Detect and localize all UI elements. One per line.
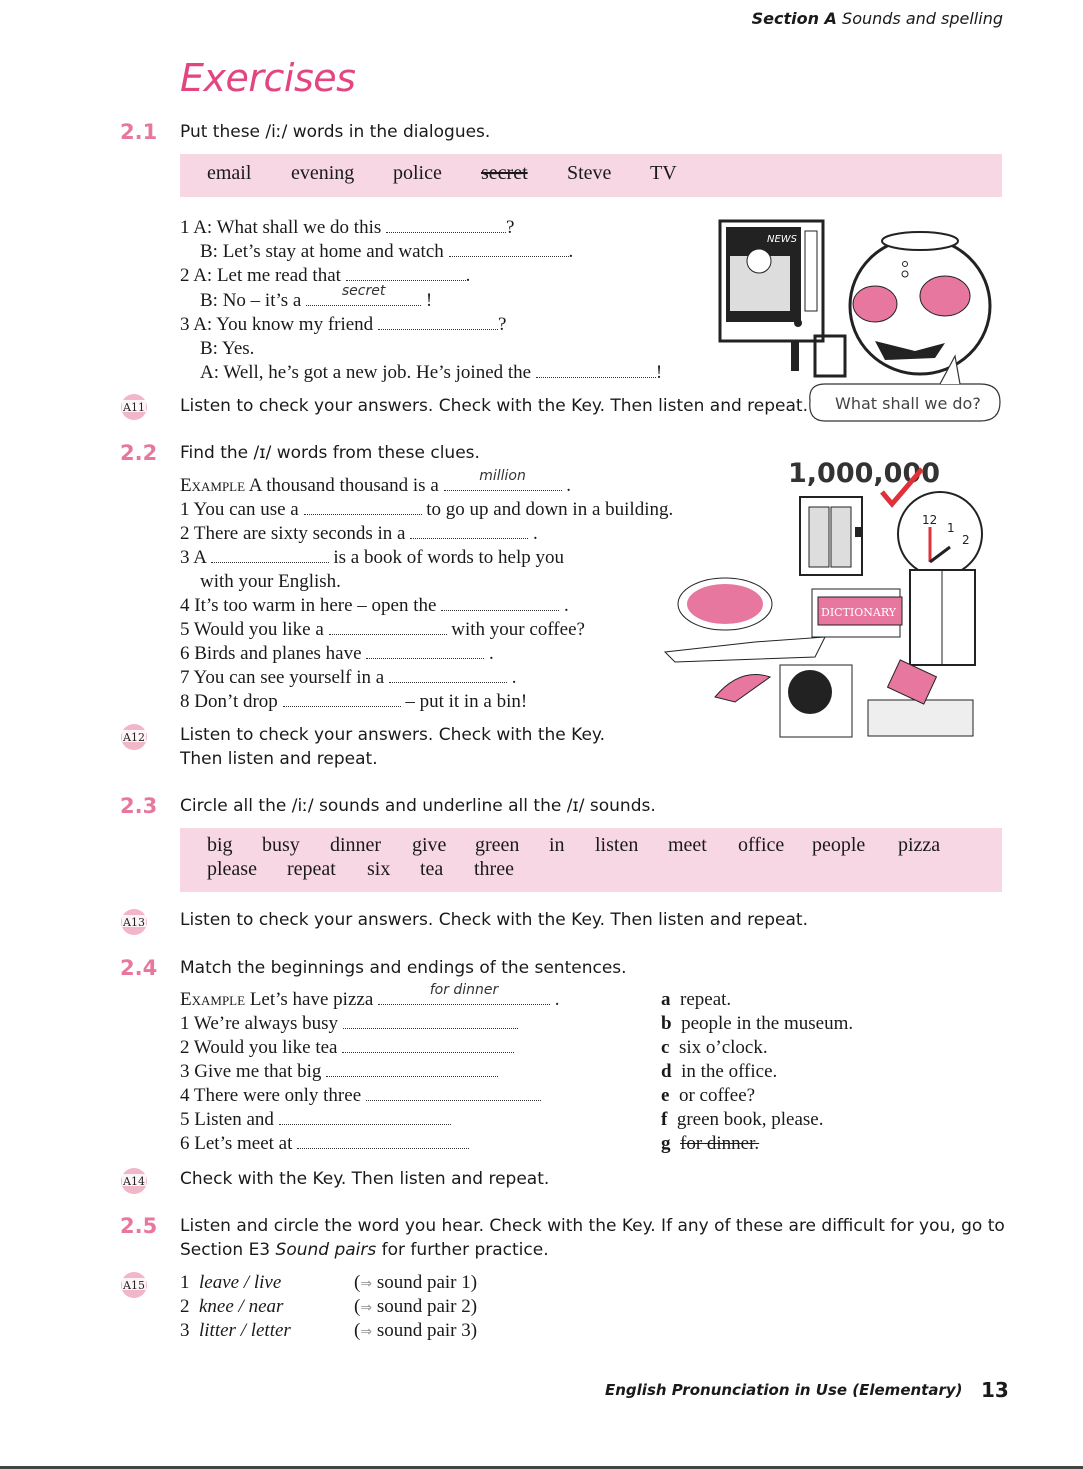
word-chip[interactable]: six <box>367 858 391 880</box>
answer-blank[interactable] <box>441 596 559 611</box>
clue-line: 3 A is a book of words to help you <box>180 547 564 568</box>
word-chip[interactable]: listen <box>595 834 639 856</box>
svg-text:A12: A12 <box>123 731 145 744</box>
exercise-2-2-instruction: Find the /ɪ/ words from these clues. <box>180 443 480 463</box>
answer-blank[interactable] <box>366 1086 541 1101</box>
word-pair-item: 1 leave / live <box>180 1272 282 1293</box>
word-chip: Steve <box>567 162 612 184</box>
word-chip[interactable]: big <box>207 834 233 856</box>
word-chip: TV <box>650 162 677 184</box>
audio-cd-icon[interactable] <box>118 1270 150 1300</box>
word-chip[interactable]: green <box>475 834 520 856</box>
sentence-ending: e or coffee? <box>661 1085 756 1106</box>
answer-blank[interactable] <box>211 548 329 563</box>
sentence-beginning: 4 There were only three <box>180 1084 541 1108</box>
dialogue-line: A: Well, he’s got a new job. He’s joined the ! <box>200 362 663 383</box>
sound-pair-ref[interactable]: (⇒ sound pair 2) <box>354 1296 478 1317</box>
example-line: Example A thousand thousand is a million . <box>180 468 572 496</box>
word-chip[interactable]: please <box>207 858 257 880</box>
clue-line: with your English. <box>200 571 341 592</box>
header-topic: Sounds and spelling <box>842 9 1003 28</box>
example-line: Example Let’s have pizza for dinner . <box>180 982 560 1010</box>
tv-fishbowl-illustration <box>715 216 1005 431</box>
arrow-icon: ⇒ <box>360 1300 373 1316</box>
sentence-ending: f green book, please. <box>661 1109 824 1130</box>
exercise-number-2-1: 2.1 <box>120 120 158 144</box>
svg-text:What shall we do?: What shall we do? <box>835 394 981 413</box>
svg-text:1: 1 <box>947 521 955 535</box>
exercise-number-2-4: 2.4 <box>120 956 158 980</box>
exercise-2-5-instruction: Listen and circle the word you hear. Check with the Key. If any of these are difficult for you, go to <box>180 1216 1005 1236</box>
exercise-2-3-instruction: Circle all the /iː/ sounds and underline all the /ɪ/ sounds. <box>180 796 656 816</box>
word-chip[interactable]: tea <box>420 858 444 880</box>
sound-pair-ref[interactable]: (⇒ sound pair 1) <box>354 1272 478 1293</box>
word-chip[interactable]: meet <box>668 834 707 856</box>
clue-line: 7 You can see yourself in a . <box>180 667 517 688</box>
answer-blank[interactable] <box>279 1110 451 1125</box>
exercise-2-4-instruction: Match the beginnings and endings of the sentences. <box>180 958 627 978</box>
answer-blank[interactable] <box>283 692 401 707</box>
word-chip: police <box>393 162 442 184</box>
word-box-2-3 <box>180 828 1002 892</box>
answer-blank[interactable] <box>304 500 422 515</box>
word-chip-crossed: secret <box>481 162 528 184</box>
dialogue-line: B: No – it’s a secret ! <box>200 283 433 311</box>
audio-cd-icon[interactable] <box>118 722 150 752</box>
audio-cd-icon[interactable] <box>118 907 150 937</box>
answer-blank[interactable] <box>449 242 569 257</box>
audio-cd-icon[interactable] <box>118 392 150 422</box>
clue-line: 4 It’s too warm in here – open the . <box>180 595 569 616</box>
clue-line: 8 Don’t drop – put it in a bin! <box>180 691 528 712</box>
answer-blank-filled[interactable]: for dinner <box>378 990 550 1005</box>
listen-instruction: Listen to check your answers. Check with the Key. <box>180 725 605 745</box>
exercise-2-1-instruction: Put these /iː/ words in the dialogues. <box>180 122 491 142</box>
dialogue-line: B: Let’s stay at home and watch . <box>200 241 574 262</box>
answer-blank[interactable] <box>389 668 507 683</box>
header-section: Section A <box>751 9 837 28</box>
dialogue-line: 1 A: What shall we do this ? <box>180 217 515 238</box>
listen-instruction: Listen to check your answers. Check with the Key. Then listen and repeat. <box>180 910 808 930</box>
sentence-beginning: 1 We’re always busy <box>180 1012 518 1036</box>
exercise-number-2-3: 2.3 <box>120 794 158 818</box>
exercise-number-2-2: 2.2 <box>120 441 158 465</box>
word-chip[interactable]: give <box>412 834 447 856</box>
svg-text:1,000,000: 1,000,000 <box>788 458 941 489</box>
arrow-icon: ⇒ <box>360 1324 373 1340</box>
answer-blank-filled[interactable]: secret <box>306 291 421 306</box>
page-number: 13 <box>981 1378 1009 1402</box>
sentence-ending: a repeat. <box>661 989 732 1010</box>
exercise-number-2-5: 2.5 <box>120 1214 158 1238</box>
sentence-ending: b people in the museum. <box>661 1013 854 1034</box>
word-pair[interactable]: knee / near <box>199 1296 284 1317</box>
svg-text:12: 12 <box>922 513 938 527</box>
answer-blank[interactable] <box>410 524 528 539</box>
sentence-ending: d in the office. <box>661 1061 778 1082</box>
book-title-footer: English Pronunciation in Use (Elementary) <box>605 1381 963 1399</box>
answer-blank[interactable] <box>326 1062 498 1077</box>
svg-text:A15: A15 <box>123 1279 145 1292</box>
sentence-ending: c six o’clock. <box>661 1037 768 1058</box>
listen-instruction: Listen to check your answers. Check with the Key. Then listen and repeat. <box>180 396 808 416</box>
answer-blank[interactable] <box>386 218 506 233</box>
answer-blank[interactable] <box>536 363 656 378</box>
word-chip: email <box>207 162 252 184</box>
answer-blank-filled[interactable]: million <box>444 476 562 491</box>
word-pair[interactable]: litter / letter <box>199 1320 291 1341</box>
word-chip: evening <box>291 162 355 184</box>
svg-text:NEWS: NEWS <box>767 234 798 245</box>
clues-illustration <box>660 452 985 740</box>
word-chip[interactable]: repeat <box>287 858 336 880</box>
clue-line: 2 There are sixty seconds in a . <box>180 523 538 544</box>
sentence-beginning: 5 Listen and <box>180 1108 451 1132</box>
clue-line: 1 You can use a to go up and down in a building. <box>180 499 674 520</box>
answer-blank[interactable] <box>366 644 484 659</box>
answer-blank[interactable] <box>343 1014 518 1029</box>
audio-cd-icon[interactable] <box>118 1166 150 1196</box>
svg-text:A13: A13 <box>123 916 145 929</box>
sentence-beginning: 3 Give me that big <box>180 1060 498 1084</box>
word-chip[interactable]: dinner <box>330 834 382 856</box>
answer-blank[interactable] <box>342 1038 514 1053</box>
svg-text:2: 2 <box>962 533 970 547</box>
word-chip[interactable]: in <box>549 834 565 856</box>
word-pair[interactable]: leave / live <box>199 1272 282 1293</box>
word-chip[interactable]: people <box>812 834 866 856</box>
listen-instruction: Check with the Key. Then listen and repeat. <box>180 1169 550 1189</box>
answer-blank[interactable] <box>378 315 498 330</box>
arrow-icon: ⇒ <box>360 1276 373 1292</box>
clue-line: 5 Would you like a with your coffee? <box>180 619 585 640</box>
word-pair-item: 2 knee / near <box>180 1296 284 1317</box>
sentence-beginning: 2 Would you like tea <box>180 1036 514 1060</box>
word-chip[interactable]: office <box>738 834 785 856</box>
word-box-2-1 <box>180 154 1002 197</box>
dialogue-line: 2 A: Let me read that . <box>180 265 471 286</box>
sound-pair-ref[interactable]: (⇒ sound pair 3) <box>354 1320 478 1341</box>
running-header <box>752 9 1003 28</box>
page-title: Exercises <box>180 56 356 100</box>
svg-text:A14: A14 <box>123 1175 145 1188</box>
word-pair-item: 3 litter / letter <box>180 1320 291 1341</box>
word-chip[interactable]: busy <box>262 834 300 856</box>
dialogue-line: 3 A: You know my friend ? <box>180 314 507 335</box>
word-chip[interactable]: pizza <box>898 834 941 856</box>
word-chip[interactable]: three <box>474 858 514 880</box>
svg-text:A11: A11 <box>123 401 145 414</box>
clue-line: 6 Birds and planes have . <box>180 643 494 664</box>
listen-instruction: Then listen and repeat. <box>180 749 378 769</box>
sentence-beginning: 6 Let’s meet at <box>180 1132 469 1156</box>
sentence-ending-used: g for dinner. <box>661 1133 760 1154</box>
dialogue-line: B: Yes. <box>200 338 255 359</box>
answer-blank[interactable] <box>329 620 447 635</box>
svg-text:DICTIONARY: DICTIONARY <box>821 606 897 619</box>
exercise-2-5-instruction-cont: Section E3 Sound pairs for further practice. <box>180 1240 549 1260</box>
answer-blank[interactable] <box>297 1134 469 1149</box>
